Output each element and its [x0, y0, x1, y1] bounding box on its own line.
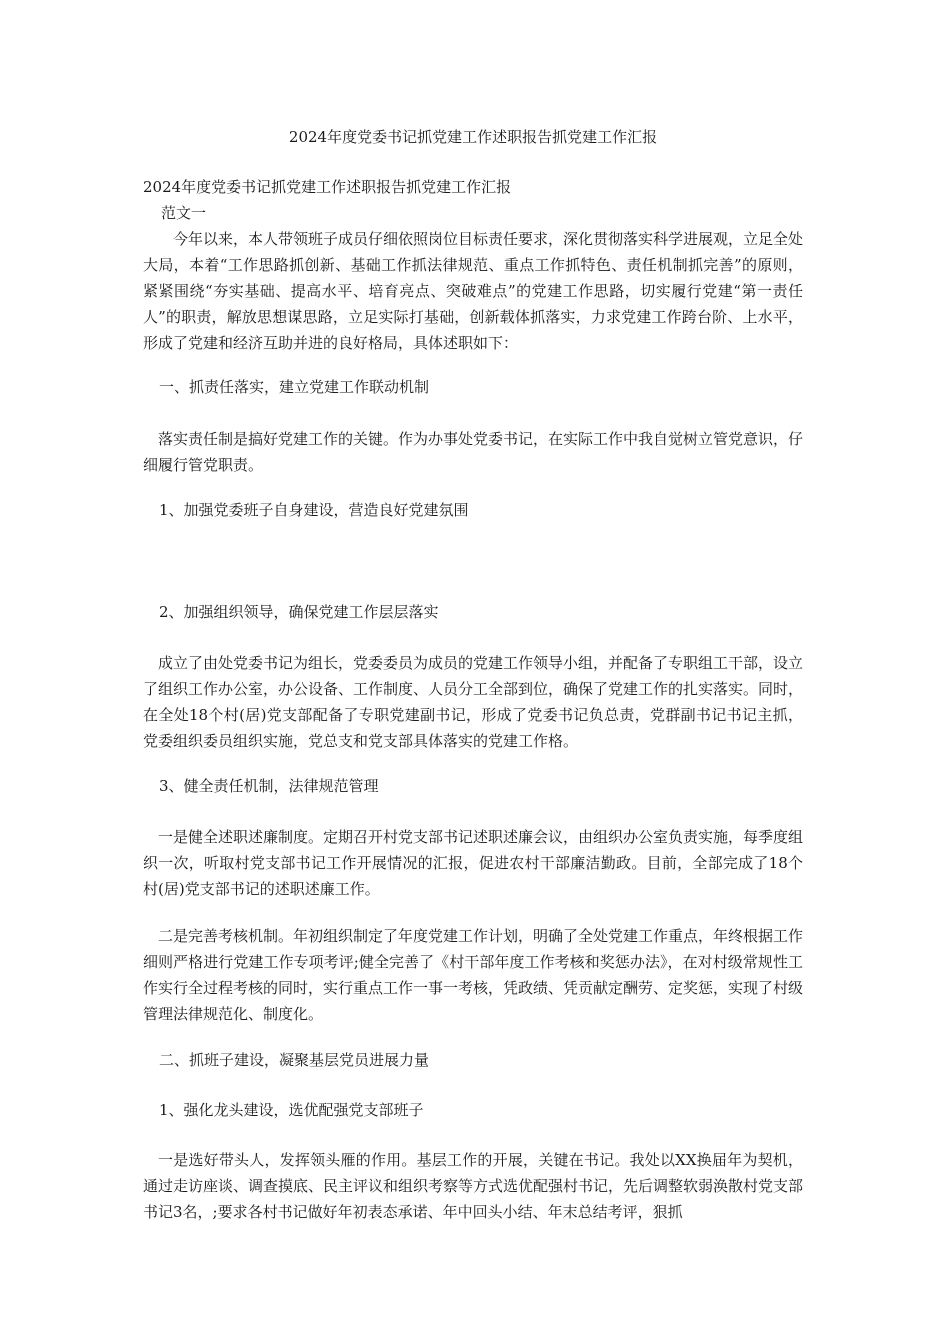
subsection-2-heading: 2、加强组织领导，确保党建工作层层落实 [159, 603, 439, 621]
subsection-3-paragraph-2: 二是完善考核机制。年初组织制定了年度党建工作计划，明确了全处党建工作重点，年终根据工作细则严格进行党建工作专项考评;健全完善了《村干部年度工作考核和奖惩办法》，在对村级常规性工作实行全过程考核的同时，实行重点工作一事一考核，凭政绩、凭贡献定酬劳、定奖惩，实现了村级管理法律规范化、制度化。 [143, 927, 804, 1023]
document-heading: 2024年度党委书记抓党建工作述职报告抓党建工作汇报 [143, 178, 512, 196]
section-2-heading: 二、抓班子建设，凝聚基层党员进展力量 [159, 1051, 430, 1069]
subsection-2-paragraph: 成立了由处党委书记为组长，党委委员为成员的党建工作领导小组，并配备了专职组工干部，设立了组织工作办公室，办公设备、工作制度、人员分工全部到位，确保了党建工作的扎实落实。同时，在全处18个村(居)党支部配备了专职党建副书记，形成了党委书记负总责，党群副书记书记主抓，党委组织委员组织实施，党总支和党支部具体落实的党建工作格。 [143, 654, 804, 750]
intro-paragraph: 今年以来，本人带领班子成员仔细依照岗位目标责任要求，深化贯彻落实科学进展观，立足全处大局，本着“工作思路抓创新、基础工作抓法律规范、重点工作抓特色、责任机制抓完善”的原则，紧紧围绕“夯实基础、提高水平、培育亮点、突破难点”的党建工作思路，切实履行党建“第一责任人”的职责，解放思想谋思路，立足实际打基础，创新载体抓落实，力求党建工作跨台阶、上水平，形成了党建和经济互助并进的良好格局，具体述职如下： [143, 230, 804, 352]
sample-label: 范文一 [161, 204, 207, 222]
section-1-paragraph: 落实责任制是搞好党建工作的关键。作为办事处党委书记，在实际工作中我自觉树立管党意识，仔细履行管党职责。 [143, 430, 804, 474]
subsection-3-paragraph-1: 一是健全述职述廉制度。定期召开村党支部书记述职述廉会议，由组织办公室负责实施，每季度组织一次，听取村党支部书记工作开展情况的汇报，促进农村干部廉洁勤政。目前，全部完成了18个村(居)党支部书记的述职述廉工作。 [143, 828, 804, 898]
document-title: 2024年度党委书记抓党建工作述职报告抓党建工作汇报 [288, 128, 658, 146]
subsection-3-heading: 3、健全责任机制，法律规范管理 [159, 777, 379, 795]
subsection-4-paragraph: 一是选好带头人，发挥领头雁的作用。基层工作的开展，关键在书记。我处以XX换届年为契机，通过走访座谈、调查摸底、民主评议和组织考察等方式选优配强村书记，先后调整软弱涣散村党支部书记3名，;要求各村书记做好年初表态承诺、年中回头小结、年末总结考评，狠抓 [143, 1151, 804, 1221]
section-1-heading: 一、抓责任落实，建立党建工作联动机制 [159, 378, 430, 396]
subsection-4-heading: 1、强化龙头建设，选优配强党支部班子 [159, 1101, 424, 1119]
subsection-1-heading: 1、加强党委班子自身建设，营造良好党建氛围 [159, 501, 469, 519]
